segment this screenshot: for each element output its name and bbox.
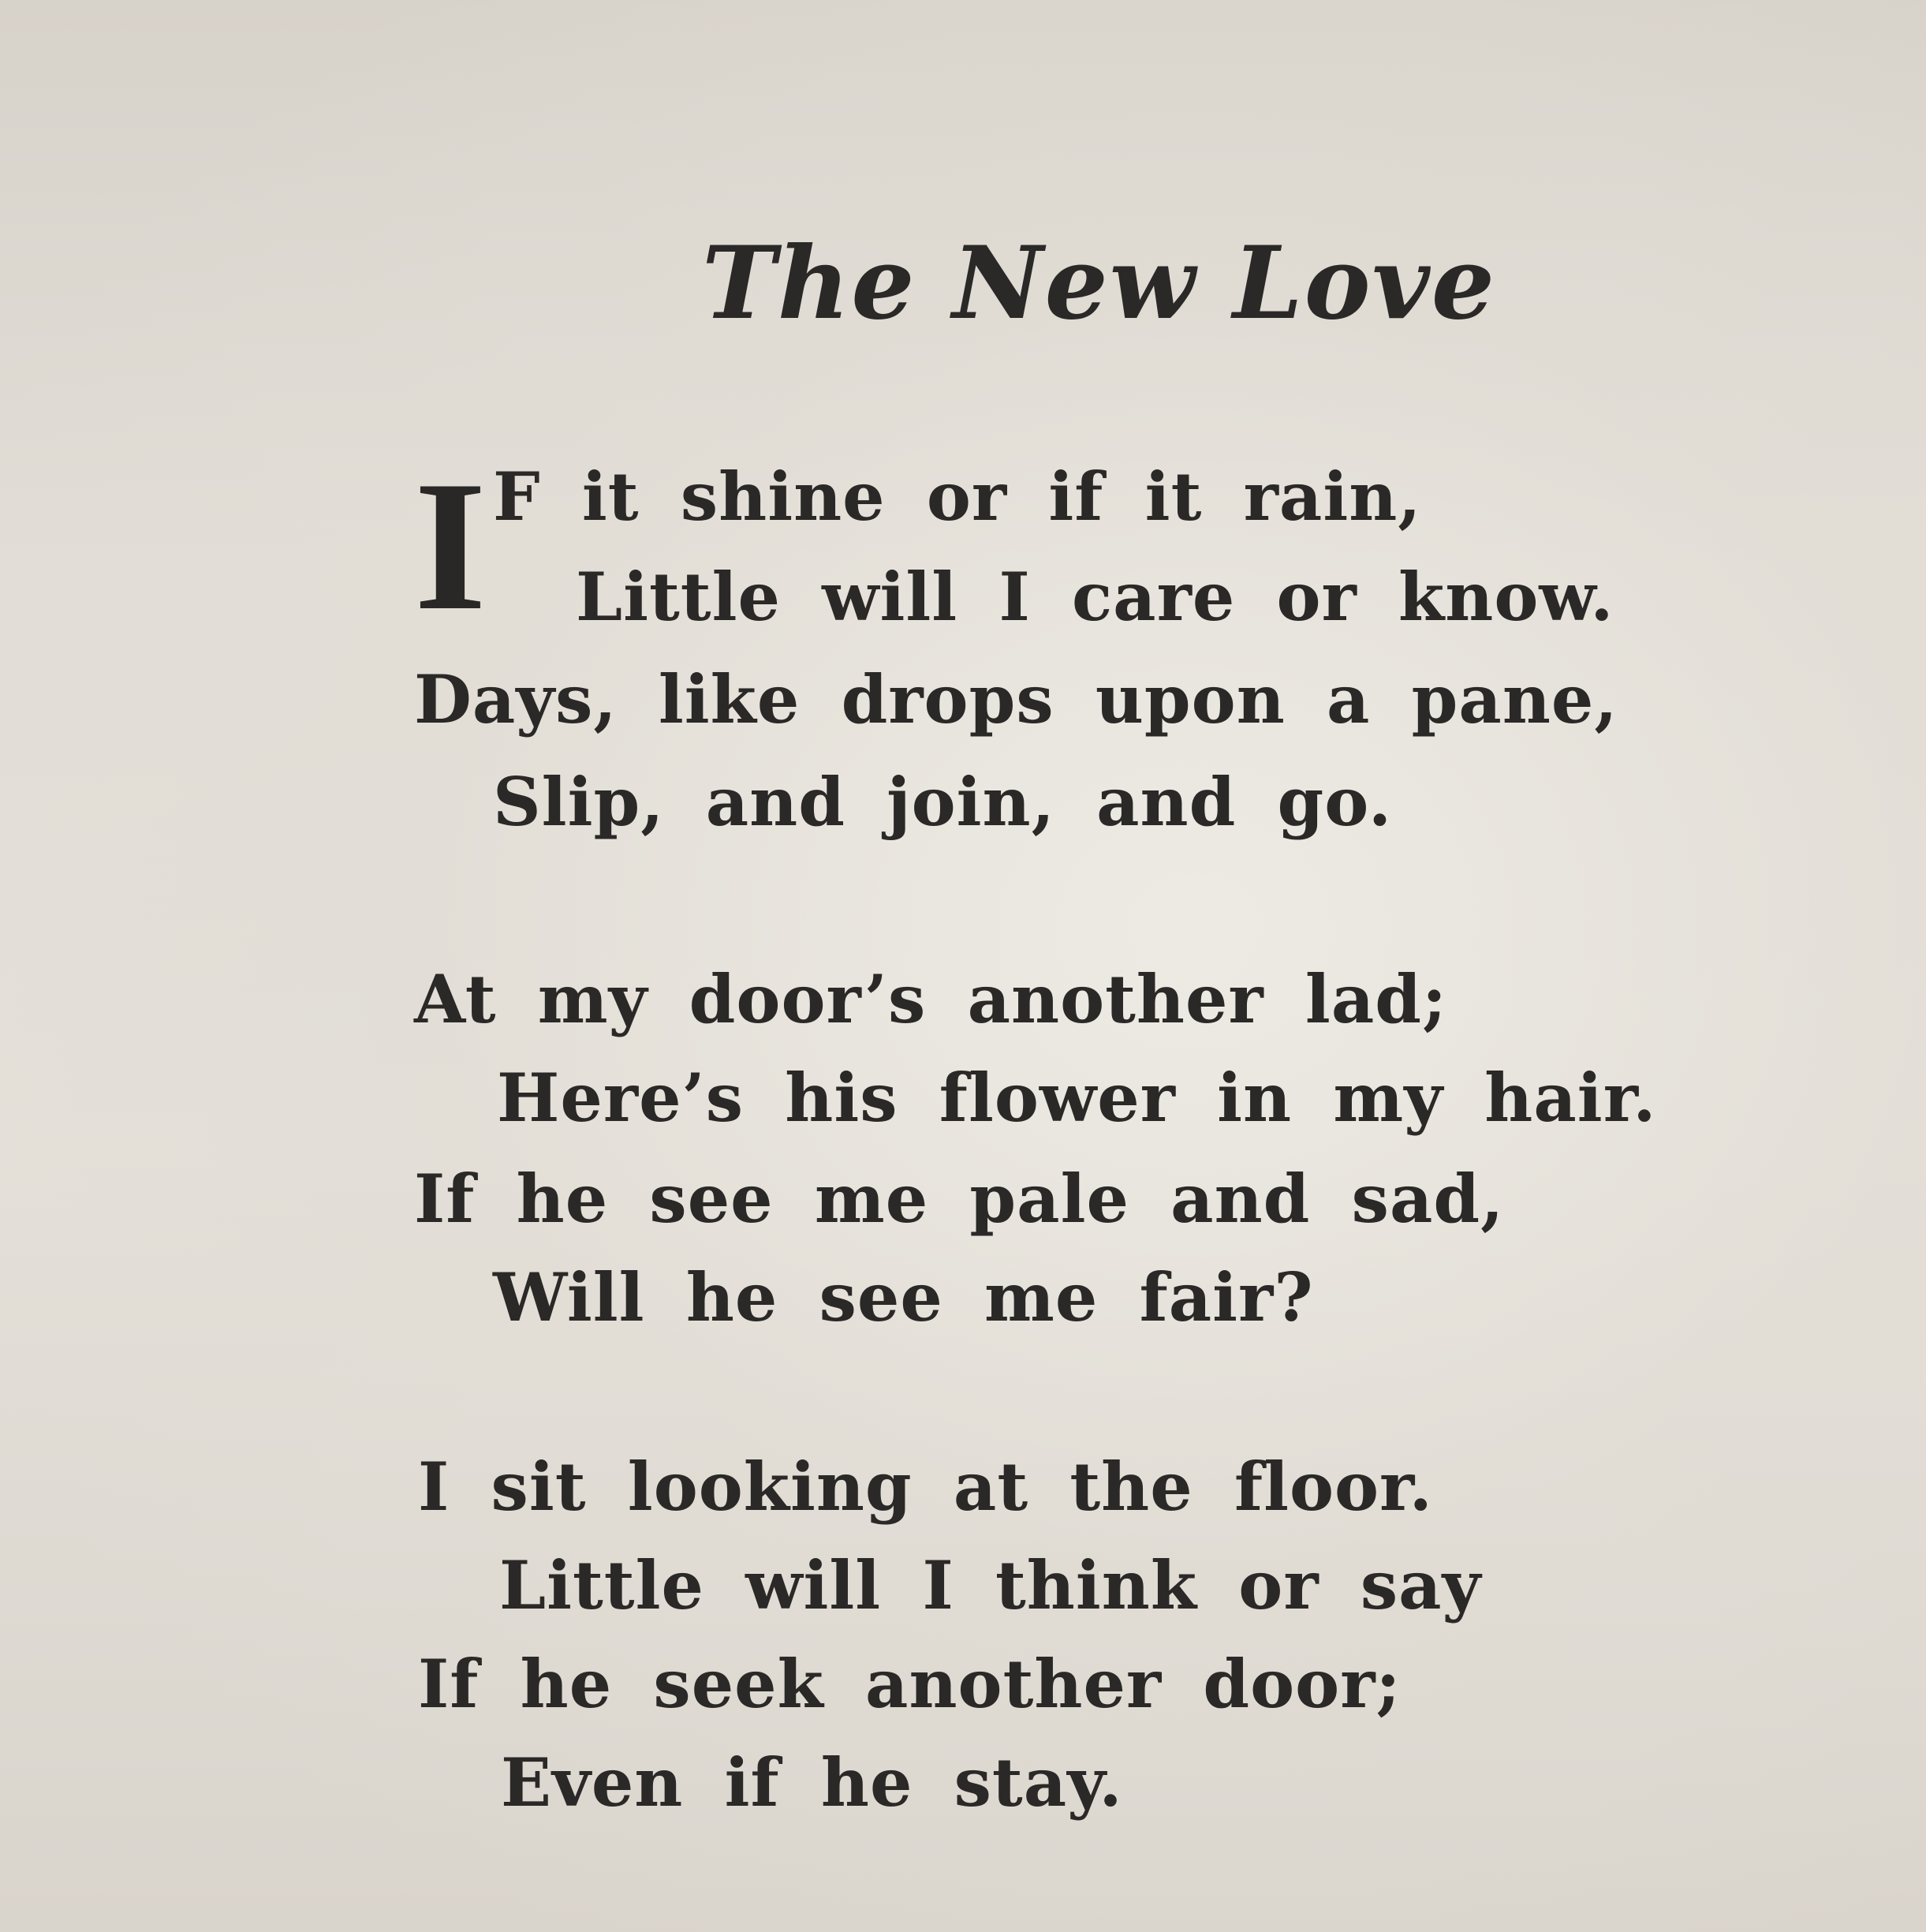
poem-line: If he seek another door;	[418, 1645, 1402, 1723]
poem-body	[414, 0, 1657, 1932]
poem-line: Even if he stay.	[501, 1743, 1123, 1822]
poem-line: At my door’s another lad;	[414, 960, 1447, 1038]
poem-line: If he see me pale and sad,	[414, 1160, 1505, 1238]
poem-line: Days, like drops upon a pane,	[414, 660, 1618, 738]
poem-line: Here’s his flower in my hair.	[497, 1059, 1657, 1137]
poem-line: I sit looking at the floor.	[418, 1448, 1433, 1526]
drop-cap: I	[414, 443, 487, 649]
poem-line: F it shine or if it rain,	[493, 458, 1422, 536]
poem-title: The New Love	[702, 225, 1497, 342]
poem-line: Little will I care or know.	[576, 558, 1614, 636]
poem-line: Will he see me fair?	[493, 1258, 1314, 1336]
poem-line: Slip, and join, and go.	[493, 763, 1393, 841]
poem-line: Little will I think or say	[499, 1546, 1482, 1624]
